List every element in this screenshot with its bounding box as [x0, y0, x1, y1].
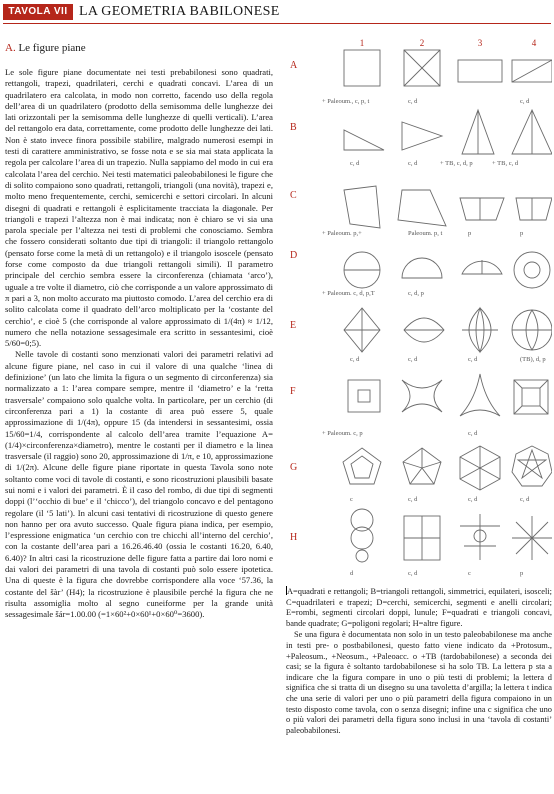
figure-hexagon [460, 446, 500, 490]
figure-annulus [514, 252, 550, 288]
figure-square-inner [348, 380, 380, 412]
figure-source-label: + Paleoum. c, d, p,T [322, 290, 375, 297]
figure-source-label: p [520, 570, 524, 577]
figure-source-label: + TB, c, d, p [440, 160, 473, 167]
figure-trapezoid [460, 198, 504, 220]
section-letter: A. [5, 42, 16, 54]
figure-concave-triangle [460, 374, 500, 416]
figure-rhombus [344, 308, 380, 352]
figure-source-label: Paleoum. p, t [408, 230, 443, 237]
figure-source-label: + Paleoum., c, p, t [322, 98, 370, 105]
column-number: 1 [359, 38, 365, 48]
figure-source-label: c, d [408, 160, 418, 167]
row-letter: H [290, 532, 298, 543]
figure-source-label: c, d [408, 356, 418, 363]
row-letter: E [290, 320, 297, 331]
plate-badge: TAVOLA VII [3, 4, 73, 20]
figure-source-label: c, d [520, 496, 530, 503]
figure-concave-square [402, 380, 442, 412]
row-letter: D [290, 250, 298, 261]
figure-source-label: c, d [468, 356, 478, 363]
section-title [5, 42, 86, 54]
figure-ox-eye [404, 318, 444, 342]
figure-pentagon [343, 448, 381, 484]
page-header [3, 4, 551, 21]
figure-trapezoid-2 [516, 198, 552, 220]
figure-semicircle [402, 258, 442, 278]
figure-pentagon-spokes [403, 448, 441, 484]
figure-heptagon-star [512, 446, 552, 486]
figure-right-triangle [344, 130, 384, 150]
figure-sar-sign [460, 514, 500, 560]
figure-source-label: c [350, 496, 353, 503]
body-paragraph: Nelle tavole di costanti sono menzionati valori dei parametri relativi ad alcune figure piane, nel caso in cui il valore di una qualche ‘linea di definizione’ (un lato che limita la figura o un segmento di circonferenza) sia normalizzato a 1: l’area compare sempre, mentre il ‘diametro’ e la ‘retta trasversale’ compaiono solo qualche volta. In particolare, per un cerchio (di circonferenza pari a 1) la costante di area può essere 5, quale approssimazione di 1/(4π), oppure 15 (da intendersi in sessantesimi, ossia 15/60=1/4, corrispondente al calcolo dell’area tramite l’equazione A=(1/4)×circonferenza×diametro), mentre le costanti per il diametro e la linea trasversale (il raggio) sono 20, approssimazione di 1/π, e 10, approssimazione di 1/(2π). Alcune delle figure piane riportate in questa Tavola sono note soltanto come voci di tavole di costanti, e sono ricostruzioni plausibili basate sui nomi e i valori dei parametri. È il caso del rombo, di due tipi di segmenti doppi (l’‘occhio di bue’ e il ‘chicco’), del triangolo concavo e del pentagono regolare (il ‘5 lati’). In alcuni casi tentativi di ricostruzione di questo genere non hanno per ora avuto successo. Quale figura piana indica, per esempio, l’espressione enigmatica ‘un cerchio con tre chicchi all’interno del cerchio’, con la costante dell’area pari a 16.26.46.40 (ossia le costanti 16.20, 6.40, 6.40)? In altri casi la ricostruzione delle figure fatta a partire dai loro nomi e dai valori dei parametri di una tavola di costanti può solo essere ipotetica. Una di queste è la figura che dovrebbe corrispondere alla voce ‘57.36, la costante del šàr’ (H4); la ricostruzione è plausibile perché la figura che ne risulta assomiglia molto al segno cuneiforme per la grande unità sessagesimale šár=1.00.00 (=1×60²+0×60¹+0×60⁰=3600). [5, 349, 273, 620]
row-letter: A [290, 60, 298, 71]
figure-lunes [512, 310, 552, 350]
figure-source-label: p [468, 230, 472, 237]
figure-source-label: p [520, 230, 524, 237]
column-number: 4 [531, 38, 537, 48]
caption-notes: Se una figura è documentata non solo in un testo paleobabilonese ma anche in testi pre- o postbabilonesi, questo fatto viene indicato da +Protosum., +Paleosum., +Neosum., +Paleoacc. o +TB (tardobabilonese) a seconda dei casi; se la figura è soltanto tardobabilonese si ha solo TB. La lettera p sta a indicare che la figura compare in uno o più testi di problemi; la lettera d significa che si tratta di un disegno su una tavoletta d’argilla; la lettera t indica che una serie di valori per uno o più parametri della figura compaiono in un testo disposto come tavola, con o senza disegni; infine una c significa che uno o più valori dei parametri della figura sono inclusi in una ‘tavola di costanti’ paleobabilonesi. [286, 630, 552, 735]
figure-source-label: c, d, p [408, 290, 424, 297]
figure-plates [280, 38, 552, 578]
row-letter: B [290, 122, 297, 133]
section-heading: Le figure piane [18, 42, 86, 54]
figure-cross [512, 516, 552, 560]
figure-quadrilateral-2 [398, 190, 446, 226]
body-text [5, 67, 273, 621]
figure-isosceles-triangle [512, 110, 552, 154]
figure-square-diagonals [404, 50, 440, 86]
figure-square [344, 50, 380, 86]
figure-source-label: c, d [408, 98, 418, 105]
figure-rectangle [458, 60, 502, 82]
figure-circle [344, 252, 380, 288]
figure-source-label: c, d [468, 496, 478, 503]
header-rule [3, 23, 551, 24]
row-letter: G [290, 462, 298, 473]
figure-grain [462, 308, 498, 352]
caption-legend-text: A=quadrati e rettangoli; B=triangoli rettangoli, simmetrici, equilateri, isosceli; C=quadrilateri e trapezi; D=cerchi, semicerchi, segmenti e anelli circolari; E=rombi, segmenti circolari doppi, lunule; F=quadrati e triangoli concavi, bande quadrate; G=poligoni regolari; H=altre figure. [286, 587, 552, 628]
figure-three-circles [351, 509, 373, 562]
figure-source-label: + TB, c, d [492, 160, 519, 167]
figure-symmetric-triangle [402, 122, 442, 150]
figure-split-rectangle [404, 516, 440, 560]
figure-source-label: + Paleoum. p,+ [322, 230, 362, 237]
row-letter: F [290, 386, 296, 397]
figure-source-label: (TB), d, p [520, 356, 546, 363]
row-letter: C [290, 190, 297, 201]
figure-source-label: c, d [408, 570, 418, 577]
figure-source-label: + Paleoum. c, p [322, 430, 363, 437]
column-number: 2 [419, 38, 425, 48]
figure-equilateral-triangle [462, 110, 494, 154]
figure-source-label: c, d [350, 356, 360, 363]
figure-segment [462, 260, 502, 274]
figure-rectangle-diagonal [512, 60, 552, 82]
figure-source-label: c [468, 570, 471, 577]
figure-source-label: c, d [350, 160, 360, 167]
figure-source-label: d [350, 570, 354, 577]
figure-source-label: c, d [468, 430, 478, 437]
page-title: LA GEOMETRIA BABILONESE [79, 4, 280, 19]
figure-square-band [514, 380, 548, 414]
caption-legend [286, 586, 552, 629]
figure-source-label: c, d [520, 98, 530, 105]
body-paragraph: Le sole figure piane documentate nei testi prebabilonesi sono quadrati, rettangoli, trapezi, quadrilateri, cerchi e quadrati concavi. L’area di un quadrilatero era calcolata, in modo non corretto, facendo uso della regola dell’area di un quadrilatero (prodotto della semisomma delle lunghezze dei lati orizzontali per la semisomma delle lunghezze di quelli verticali). L’area del rettangolo era data, correttamente, come prodotto delle lunghezze dei lati. Non è stato invece finora possibile stabilire, malgrado numerosi esempi in testi di carattere amministrativo, se fosse nota e se sia mai stata applicata la regola per calcolare l’area di un trapezio. Nulla sappiamo del modo in cui era calcolata l’area del cerchio. Nei testi matematici paleobabilonesi le figure che di solito compaiono sono quadrati, rettangoli, triangoli (una novità), trapezi e, molto meno frequentemente, cerchi, semicerchi e settori circolari. In alcuni disegni di quadrati e rettangoli è esplicitamente tracciata la diagonale. Per triangoli e trapezi l’altezza non è mai indicata; non è chiaro se vi sia una parola speciale per l’altezza nei testi di problemi che conosciamo. Sembra che fossero considerati soltanto due tipi di triangoli: il triangolo rettangolo (pensato forse come la metà di un rettangolo) e il triangolo isoscele (pensato forse come composto da due triangoli rettangoli simili). Il parametro principale del cerchio sembra essere la circonferenza (chiamata ‘arco’), uguale a tre volte il diametro, ciò che corrisponde a un valore approssimato di π pari a 3, non molto accurato ma piuttosto comodo. L’area del cerchio era di solito calcolata come il quadrato dell’arco moltiplicato per la ‘costante del cerchio’, e cioè 5 (che corrisponde al valore approssimato di 1/(4π) ≈ 1/12, numero che nella notazione sessagesimale era scritto in sessantesimi, cioè 5/60=0;5). [5, 67, 273, 349]
figure-quadrilateral [344, 186, 380, 228]
plate-caption [286, 586, 552, 736]
column-number: 3 [477, 38, 483, 48]
figure-source-label: c, d [408, 496, 418, 503]
